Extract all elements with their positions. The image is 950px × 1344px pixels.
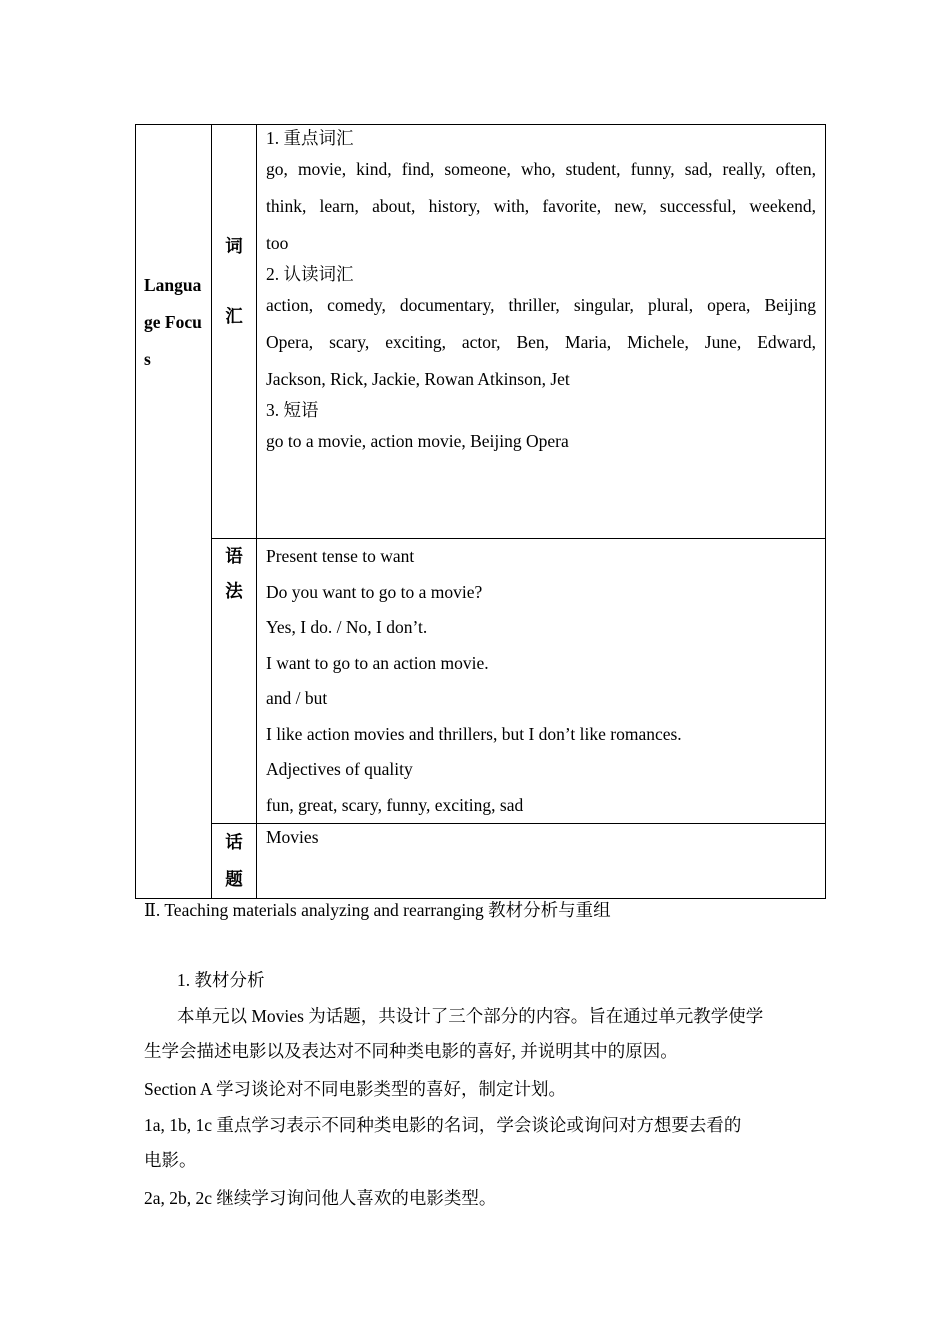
topic-label-char2: 题 <box>225 869 243 889</box>
section2-heading <box>144 898 809 922</box>
vocab-key-line: too <box>266 233 289 253</box>
topic-content-cell <box>257 824 826 899</box>
grammar-line: Do you want to go to a movie? <box>266 581 483 602</box>
vocab-recognize-line: Opera, scary, exciting, actor, Ben, Maria, Michele, June, Edward, <box>266 332 816 352</box>
vocab-label-cell <box>212 125 257 539</box>
paragraph-line: 生学会描述电影以及表达对不同种类电影的喜好, 并说明其中的原因。 <box>144 1041 678 1061</box>
vocab-key-line: think, learn, about, history, with, favorite, new, successful, weekend, <box>266 196 816 216</box>
vocab-heading-key: 1. 重点词汇 <box>266 128 354 148</box>
vocab-key-line: go, movie, kind, find, someone, who, student, funny, sad, really, often, <box>266 159 816 179</box>
vocab-recognize-line: Jackson, Rick, Jackie, Rowan Atkinson, Jet <box>266 369 570 389</box>
analysis-paragraph <box>144 1003 809 1073</box>
paragraph-line: 2a, 2b, 2c 继续学习询问他人喜欢的电影类型。 <box>144 1188 497 1208</box>
grammar-line: Yes, I do. / No, I don’t. <box>266 617 428 637</box>
paragraph-line: 电影。 <box>144 1150 197 1170</box>
grammar-line: Adjectives of quality <box>266 759 413 779</box>
grammar-label-char1: 语 <box>225 546 243 566</box>
activity-1-paragraph <box>144 1112 809 1182</box>
grammar-line: Present tense to want <box>266 546 415 566</box>
paragraph-line: 本单元以 Movies 为话题，共设计了三个部分的内容。旨在通过单元教学使学 <box>177 1006 764 1026</box>
section-label-cell <box>136 125 212 899</box>
grammar-label-cell <box>212 539 257 824</box>
paragraph-line: Section A 学习谈论对不同电影类型的喜好，制定计划。 <box>144 1079 566 1099</box>
paragraph-line: 1a, 1b, 1c 重点学习表示不同种类电影的名词，学会谈论或询问对方想要去看的 <box>144 1115 742 1135</box>
language-focus-table <box>135 124 826 899</box>
activity-2-paragraph <box>144 1186 809 1210</box>
grammar-label-char2: 法 <box>225 581 243 601</box>
grammar-line: and / but <box>266 688 328 708</box>
vocab-label-char2: 汇 <box>225 306 243 326</box>
topic-label-char1: 话 <box>225 832 243 852</box>
grammar-line: I like action movies and thrillers, but I don’t like romances. <box>266 723 682 744</box>
vocab-content-cell <box>257 125 826 539</box>
section2-heading-text: Ⅱ. Teaching materials analyzing and rearranging 教材分析与重组 <box>144 900 611 920</box>
vocab-recognize-line: action, comedy, documentary, thriller, singular, plural, opera, Beijing <box>266 295 816 315</box>
vocab-phrases: go to a movie, action movie, Beijing Opera <box>266 431 569 451</box>
vocab-heading-recognize: 2. 认读词汇 <box>266 264 354 284</box>
analysis-subheading <box>144 968 809 992</box>
grammar-line: fun, great, scary, funny, exciting, sad <box>266 794 524 815</box>
grammar-content-cell <box>257 539 826 824</box>
analysis-subheading-text: 1. 教材分析 <box>177 970 265 990</box>
section-a-paragraph <box>144 1077 809 1101</box>
topic-label-cell <box>212 824 257 899</box>
vocab-heading-phrases: 3. 短语 <box>266 400 319 420</box>
topic-text: Movies <box>266 827 319 847</box>
section-label: Language Focus <box>144 275 202 369</box>
grammar-line: I want to go to an action movie. <box>266 652 489 673</box>
vocab-label-char1: 词 <box>225 236 243 256</box>
